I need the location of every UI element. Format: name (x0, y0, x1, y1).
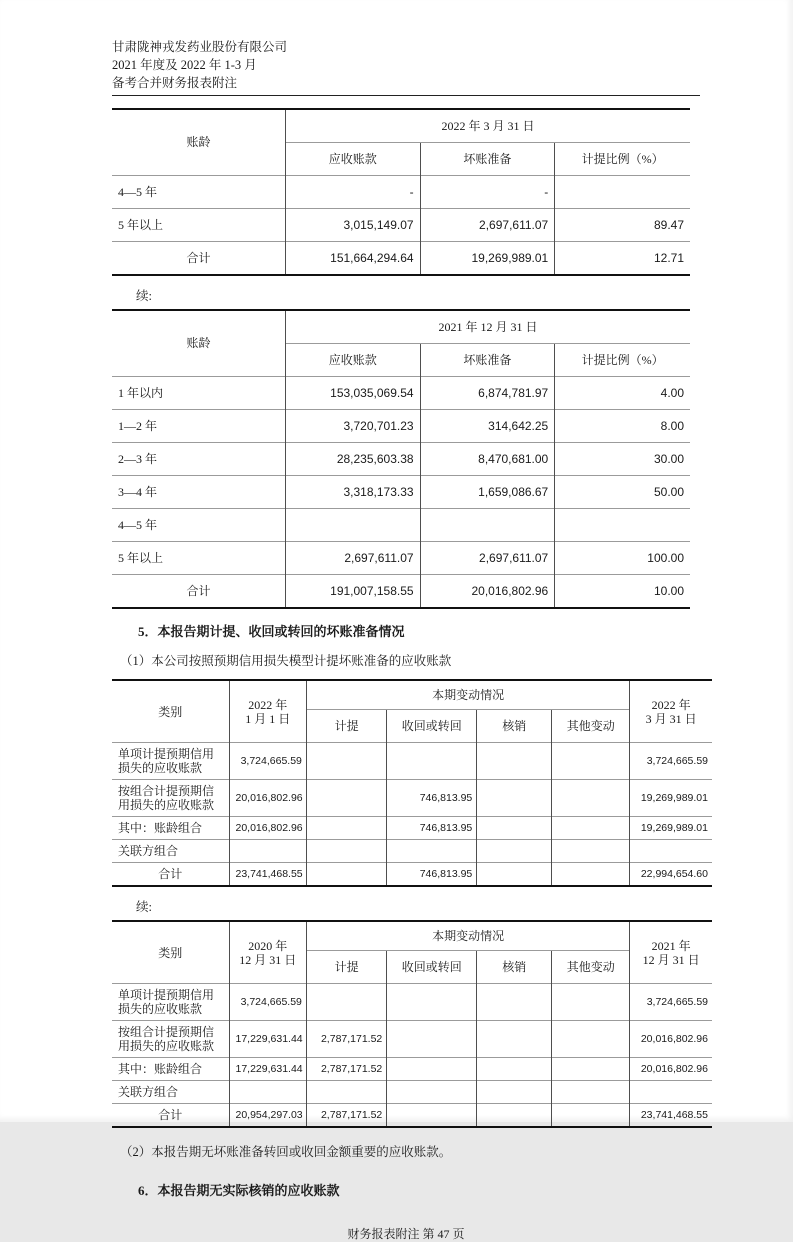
col-header-category: 类别 (158, 945, 183, 960)
col-header-receivable: 应收账款 (285, 143, 420, 176)
cell-accrual (306, 780, 386, 817)
col-header-aging: 账龄 (186, 135, 211, 149)
cell-other (552, 817, 630, 840)
cell-accrual (306, 984, 386, 1021)
col-header-bad-debt: 坏账准备 (420, 344, 555, 377)
col-header-recovered: 收回或转回 (387, 710, 477, 743)
cell-writeoff (477, 863, 552, 887)
cell-receivable: 28,235,603.38 (285, 443, 420, 476)
cell-accrual: 2,787,171.52 (306, 1104, 386, 1128)
col-header-change: 本期变动情况 (306, 921, 629, 951)
cell-writeoff (477, 1021, 552, 1058)
cell-ratio (555, 176, 690, 209)
cell-label: 合计 (112, 575, 285, 609)
cell-recovered: 746,813.95 (387, 780, 477, 817)
cell-other (552, 1104, 630, 1128)
table-row (112, 840, 712, 863)
cell-writeoff (477, 743, 552, 780)
table-row (112, 1021, 712, 1058)
table-row (112, 410, 690, 443)
cell-opening: 20,954,297.03 (229, 1104, 306, 1128)
col-header-opening (229, 680, 306, 743)
table-row (112, 780, 712, 817)
cell-label: 合计 (112, 242, 285, 276)
cell-bad-debt: 314,642.25 (420, 410, 555, 443)
cell-recovered (387, 1058, 477, 1081)
cell-receivable: - (285, 176, 420, 209)
cell-receivable: 3,720,701.23 (285, 410, 420, 443)
provision-table-2022 (112, 679, 712, 887)
table-row (112, 377, 690, 410)
cell-writeoff (477, 1104, 552, 1128)
cell-ratio: 50.00 (555, 476, 690, 509)
cell-bad-debt: 19,269,989.01 (420, 242, 555, 276)
cell-category: 其中：账龄组合 (112, 1058, 229, 1081)
table-header-row (112, 109, 690, 143)
cell-bad-debt: 8,470,681.00 (420, 443, 555, 476)
closing-date-line2: 12 月 31 日 (642, 952, 700, 967)
cell-ratio (555, 509, 690, 542)
cell-closing: 22,994,654.60 (630, 863, 712, 887)
col-header-category: 类别 (158, 704, 183, 719)
cell-opening: 23,741,468.55 (229, 863, 306, 887)
table-total-row (112, 1104, 712, 1128)
report-period: 2021 年度及 2022 年 1-3 月 (112, 58, 257, 72)
cell-writeoff (477, 780, 552, 817)
cell-bad-debt: - (420, 176, 555, 209)
opening-date-line1: 2022 年 (248, 697, 288, 712)
cell-label: 5 年以上 (112, 542, 285, 575)
opening-date-line1: 2020 年 (248, 938, 288, 953)
col-header-aging: 账龄 (186, 336, 211, 350)
cell-recovered (387, 1104, 477, 1128)
table-row (112, 209, 690, 242)
table-row (112, 1058, 712, 1081)
table-row (112, 1081, 712, 1104)
section-5-item-1: （1）本公司按照预期信用损失模型计提坏账准备的应收账款 (120, 654, 452, 668)
cell-ratio: 10.00 (555, 575, 690, 609)
col-header-ratio: 计提比例（%） (555, 143, 690, 176)
cell-accrual (306, 817, 386, 840)
table-total-row (112, 863, 712, 887)
aging-table-2021-12-31 (112, 309, 690, 609)
header-rule (112, 95, 700, 96)
section-5-item-2: （2）本报告期无坏账准备转回或收回金额重要的应收账款。 (120, 1145, 452, 1159)
cell-closing (630, 1081, 712, 1104)
cell-closing: 19,269,989.01 (630, 817, 712, 840)
cell-category: 其中：账龄组合 (112, 817, 229, 840)
table-row (112, 443, 690, 476)
cell-category: 关联方组合 (112, 1081, 229, 1104)
cell-opening: 20,016,802.96 (229, 780, 306, 817)
col-header-accrual: 计提 (306, 951, 386, 984)
cell-recovered (387, 1081, 477, 1104)
col-header-period: 2022 年 3 月 31 日 (285, 109, 690, 143)
cell-bad-debt: 2,697,611.07 (420, 209, 555, 242)
cell-writeoff (477, 817, 552, 840)
col-header-writeoff: 核销 (477, 710, 552, 743)
col-header-closing (630, 921, 712, 984)
cell-bad-debt: 6,874,781.97 (420, 377, 555, 410)
cell-ratio: 30.00 (555, 443, 690, 476)
cell-other (552, 863, 630, 887)
cell-accrual (306, 743, 386, 780)
cell-ratio: 4.00 (555, 377, 690, 410)
cell-opening: 17,229,631.44 (229, 1021, 306, 1058)
cell-recovered (387, 743, 477, 780)
col-header-other: 其他变动 (552, 710, 630, 743)
cell-ratio: 100.00 (555, 542, 690, 575)
col-header-closing (630, 680, 712, 743)
cell-accrual (306, 863, 386, 887)
cell-ratio: 89.47 (555, 209, 690, 242)
cell-ratio: 8.00 (555, 410, 690, 443)
cell-receivable: 153,035,069.54 (285, 377, 420, 410)
cell-label: 4—5 年 (112, 176, 285, 209)
cell-other (552, 1021, 630, 1058)
cell-label: 1 年以内 (112, 377, 285, 410)
table-header-row (112, 921, 712, 951)
cell-writeoff (477, 984, 552, 1021)
table-row (112, 509, 690, 542)
aging-table-2022-03-31 (112, 108, 690, 276)
cell-opening (229, 840, 306, 863)
page-footer: 财务报表附注 第 47 页 (347, 1227, 465, 1241)
cell-closing: 3,724,665.59 (630, 743, 712, 780)
cell-closing (630, 840, 712, 863)
cell-category: 合计 (112, 1104, 229, 1128)
cell-ratio: 12.71 (555, 242, 690, 276)
table-header-row (112, 310, 690, 344)
col-header-ratio: 计提比例（%） (555, 344, 690, 377)
cell-label: 3—4 年 (112, 476, 285, 509)
cell-bad-debt (420, 509, 555, 542)
cell-closing: 20,016,802.96 (630, 1021, 712, 1058)
cell-bad-debt: 20,016,802.96 (420, 575, 555, 609)
col-header-opening (229, 921, 306, 984)
table-row (112, 176, 690, 209)
table-header-row (112, 680, 712, 710)
cell-category: 按组合计提预期信用损失的应收账款 (112, 1021, 229, 1058)
opening-date-line2: 1 月 1 日 (245, 711, 291, 726)
cell-other (552, 1058, 630, 1081)
table-row (112, 984, 712, 1021)
continued-label: 续: (136, 900, 152, 914)
cell-other (552, 780, 630, 817)
cell-closing: 23,741,468.55 (630, 1104, 712, 1128)
table-total-row (112, 575, 690, 609)
table-row (112, 476, 690, 509)
cell-category: 按组合计提预期信用损失的应收账款 (112, 780, 229, 817)
cell-recovered (387, 984, 477, 1021)
col-header-writeoff: 核销 (477, 951, 552, 984)
opening-date-line2: 12 月 31 日 (239, 952, 297, 967)
col-header-receivable: 应收账款 (285, 344, 420, 377)
provision-table-2021 (112, 920, 712, 1128)
cell-receivable: 3,318,173.33 (285, 476, 420, 509)
cell-closing: 19,269,989.01 (630, 780, 712, 817)
cell-receivable: 151,664,294.64 (285, 242, 420, 276)
table-row (112, 542, 690, 575)
cell-other (552, 840, 630, 863)
document-header (112, 38, 719, 92)
table-total-row (112, 242, 690, 276)
continued-label: 续: (136, 289, 152, 303)
cell-category: 单项计提预期信用损失的应收账款 (112, 743, 229, 780)
cell-category: 单项计提预期信用损失的应收账款 (112, 984, 229, 1021)
cell-label: 4—5 年 (112, 509, 285, 542)
cell-opening: 20,016,802.96 (229, 817, 306, 840)
cell-writeoff (477, 1058, 552, 1081)
cell-other (552, 743, 630, 780)
closing-date-line2: 3 月 31 日 (645, 711, 697, 726)
document-title: 备考合并财务报表附注 (112, 76, 238, 90)
col-header-accrual: 计提 (306, 710, 386, 743)
cell-accrual: 2,787,171.52 (306, 1058, 386, 1081)
cell-receivable: 3,015,149.07 (285, 209, 420, 242)
cell-writeoff (477, 840, 552, 863)
cell-accrual (306, 840, 386, 863)
cell-recovered (387, 840, 477, 863)
col-header-change: 本期变动情况 (306, 680, 629, 710)
cell-opening: 3,724,665.59 (229, 743, 306, 780)
col-header-bad-debt: 坏账准备 (420, 143, 555, 176)
cell-receivable (285, 509, 420, 542)
cell-label: 2—3 年 (112, 443, 285, 476)
cell-label: 5 年以上 (112, 209, 285, 242)
cell-opening: 17,229,631.44 (229, 1058, 306, 1081)
table-row (112, 817, 712, 840)
table-row (112, 743, 712, 780)
cell-accrual (306, 1081, 386, 1104)
cell-recovered (387, 1021, 477, 1058)
cell-closing: 3,724,665.59 (630, 984, 712, 1021)
col-header-period: 2021 年 12 月 31 日 (285, 310, 690, 344)
cell-other (552, 984, 630, 1021)
cell-recovered: 746,813.95 (387, 863, 477, 887)
closing-date-line1: 2021 年 (651, 938, 691, 953)
cell-label: 1—2 年 (112, 410, 285, 443)
cell-opening (229, 1081, 306, 1104)
cell-accrual: 2,787,171.52 (306, 1021, 386, 1058)
cell-bad-debt: 2,697,611.07 (420, 542, 555, 575)
section-5-heading: 5．本报告期计提、收回或转回的坏账准备情况 (138, 624, 405, 639)
col-header-other: 其他变动 (552, 951, 630, 984)
cell-receivable: 191,007,158.55 (285, 575, 420, 609)
cell-bad-debt: 1,659,086.67 (420, 476, 555, 509)
company-name: 甘肃陇神戎发药业股份有限公司 (112, 40, 288, 54)
cell-category: 合计 (112, 863, 229, 887)
col-header-recovered: 收回或转回 (387, 951, 477, 984)
cell-category: 关联方组合 (112, 840, 229, 863)
cell-opening: 3,724,665.59 (229, 984, 306, 1021)
cell-writeoff (477, 1081, 552, 1104)
cell-closing: 20,016,802.96 (630, 1058, 712, 1081)
cell-receivable: 2,697,611.07 (285, 542, 420, 575)
closing-date-line1: 2022 年 (651, 697, 691, 712)
cell-recovered: 746,813.95 (387, 817, 477, 840)
section-6-heading: 6．本报告期无实际核销的应收账款 (138, 1183, 340, 1198)
cell-other (552, 1081, 630, 1104)
